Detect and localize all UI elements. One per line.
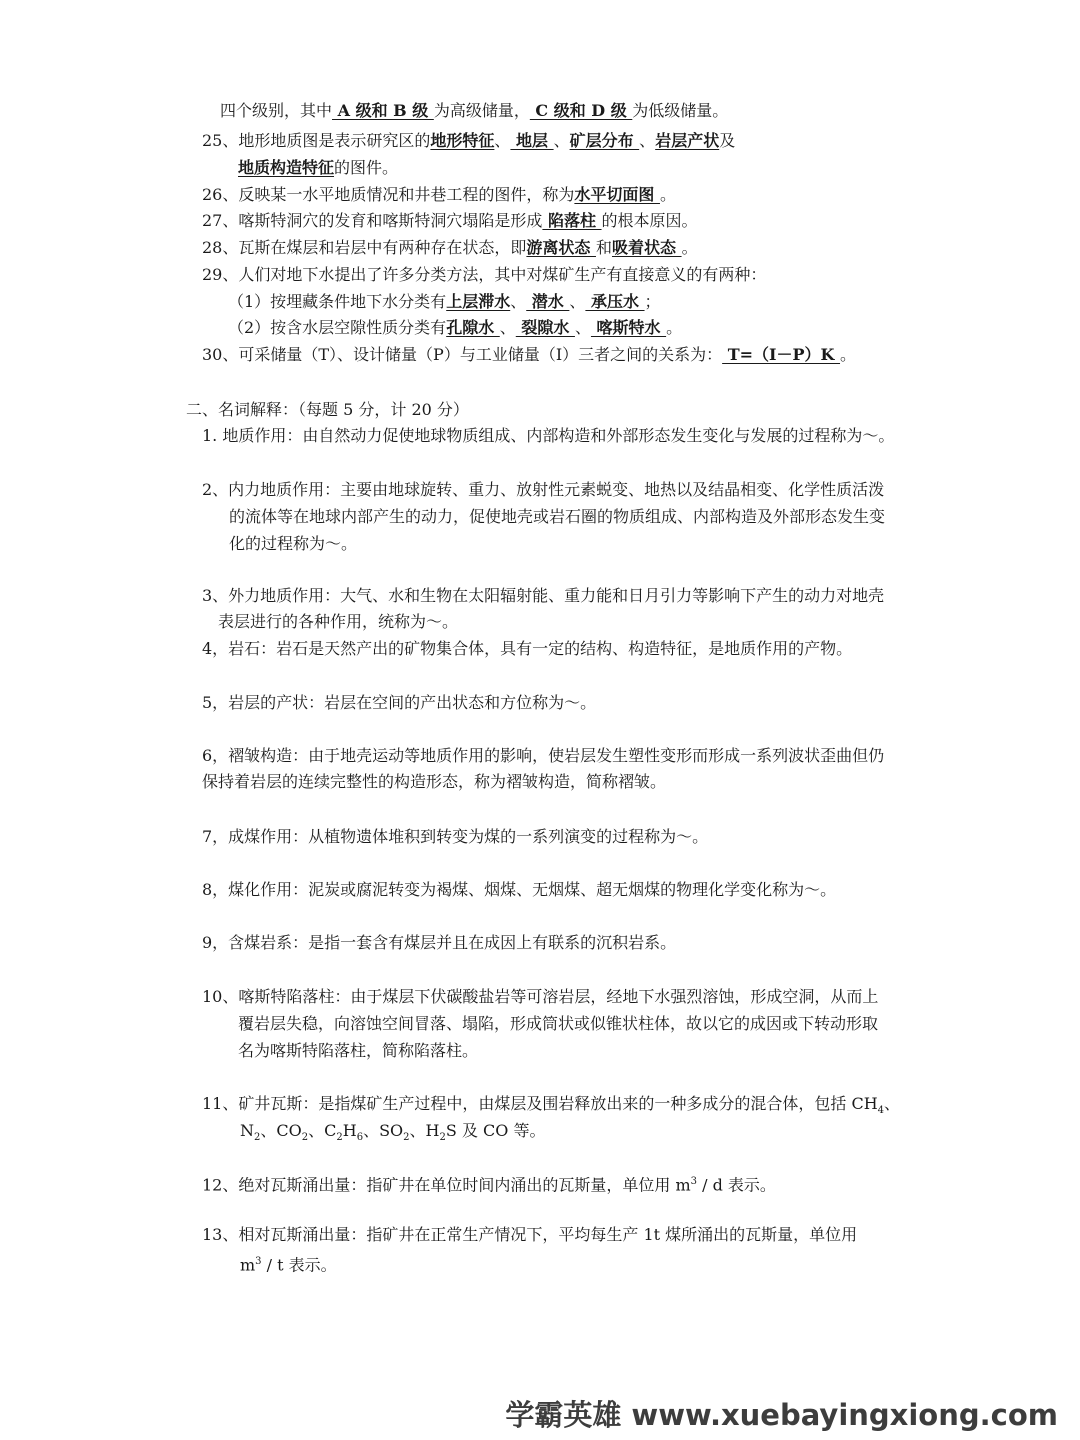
term-2-line-3: 化的过程称为～。 bbox=[229, 534, 358, 553]
term-8: 8，煤化作用：泥炭或腐泥转变为褐煤、烟煤、无烟煤、超无烟煤的物理化学变化称为～。 bbox=[202, 880, 837, 899]
q29-answer-3: 承压水 bbox=[585, 292, 645, 311]
q24-answer-2: C 级和 D 级 bbox=[529, 101, 633, 120]
q30-line: 30、可采储量（T）、设计储量（P）与工业储量（I）三者之间的关系为： T=（I－P）K 。 bbox=[202, 345, 857, 364]
term-10-line-3: 名为喀斯特陷落柱，简称陷落柱。 bbox=[238, 1041, 479, 1060]
q25-answer-5: 地质构造特征 bbox=[238, 158, 335, 177]
q29-line-3: （2）按含水层空隙性质分类有孔隙水 、 裂隙水 、 喀斯特水 。 bbox=[228, 318, 683, 337]
q26-line: 26、反映某一水平地质情况和井巷工程的图件，称为水平切面图 。 bbox=[202, 185, 676, 204]
term-6-line-2: 保持着岩层的连续完整性的构造形态，称为褶皱构造，简称褶皱。 bbox=[202, 772, 667, 791]
term-5: 5，岩层的产状：岩层在空间的产出状态和方位称为～。 bbox=[202, 693, 597, 712]
q26-answer: 水平切面图 bbox=[574, 185, 660, 204]
term-7: 7，成煤作用：从植物遗体堆积到转变为煤的一系列演变的过程称为～。 bbox=[202, 827, 709, 846]
q29-line-2: （1）按埋藏条件地下水分类有上层滞水、 潜水 、 承压水 ； bbox=[228, 292, 661, 311]
term-3-line-1: 3、外力地质作用：大气、水和生物在太阳辐射能、重力能和日月引力等影响下产生的动力对地壳 bbox=[202, 586, 885, 605]
q28-line: 28、瓦斯在煤层和岩层中有两种存在状态，即游离状态 和吸着状态 。 bbox=[202, 238, 698, 257]
q29-answer-2: 潜水 bbox=[526, 292, 570, 311]
term-2-line-2: 的流体等在地球内部产生的动力，促使地壳或岩石圈的物质组成、内部构造及外部形态发生变 bbox=[229, 507, 886, 526]
term-10-line-1: 10、喀斯特陷落柱：由于煤层下伏碳酸盐岩等可溶岩层，经地下水强烈溶蚀，形成空洞，从而上 bbox=[202, 987, 879, 1006]
term-13-line-2: $m^3$ / t 表示。 bbox=[240, 1255, 337, 1275]
q25-line-1: 25、地形地质图是表示研究区的地形特征、 地层 、矿层分布 、岩层产状及 bbox=[202, 131, 736, 150]
term-6-line-1: 6，褶皱构造：由于地壳运动等地质作用的影响，使岩层发生塑性变形而形成一系列波状歪曲但仍 bbox=[202, 746, 885, 765]
q25-answer-1: 地形特征 bbox=[430, 131, 495, 150]
term-13-line-1: 13、相对瓦斯涌出量：指矿井在正常生产情况下，平均每生产 1t 煤所涌出的瓦斯量，单位用 bbox=[202, 1225, 858, 1244]
q25-answer-3: 矿层分布 bbox=[569, 131, 640, 150]
q25-line-2: 地质构造特征的图件。 bbox=[238, 158, 399, 177]
term-10-line-2: 覆岩层失稳，向溶蚀空间冒落、塌陷，形成筒状或似锥状柱体，故以它的成因或下转动形取 bbox=[238, 1014, 879, 1033]
q27-line: 27、喀斯特洞穴的发育和喀斯特洞穴塌陷是形成 陷落柱 的根本原因。 bbox=[202, 211, 698, 230]
term-1: 1. 地质作用：由自然动力促使地球物质组成、内部构造和外部形态发生变化与发展的过程称为～。 bbox=[202, 426, 895, 445]
q29-answer-4: 孔隙水 bbox=[446, 318, 500, 337]
q29-answer-1: 上层滞水 bbox=[446, 292, 511, 311]
q24-answer-1: A 级和 B 级 bbox=[332, 101, 434, 120]
term-3-line-2: 表层进行的各种作用，统称为～。 bbox=[218, 612, 459, 631]
q29-line-1: 29、人们对地下水提出了许多分类方法，其中对煤矿生产有直接意义的有两种： bbox=[202, 265, 767, 284]
term-11-line-2: $N_2$、$CO_2$、$C_2H_6$、$SO_2$、$H_2S$ 及 CO 等。 bbox=[240, 1121, 546, 1144]
term-11-line-1: 11、矿井瓦斯：是指煤矿生产过程中，由煤层及围岩释放出来的一种多成分的混合体，包括 $CH_4$、 bbox=[202, 1094, 901, 1117]
q25-answer-4: 岩层产状 bbox=[655, 131, 720, 150]
watermark: 学霸英雄 www.xuebayingxiong.com bbox=[505, 1398, 1058, 1432]
q28-answer-1: 游离状态 bbox=[526, 238, 596, 257]
q28-answer-2: 吸着状态 bbox=[611, 238, 682, 257]
q24-line: 四个级别，其中 A 级和 B 级 为高级储量， C 级和 D 级 为低级储量。 bbox=[220, 101, 729, 120]
q25-answer-2: 地层 bbox=[510, 131, 554, 150]
section-2-heading: 二、名词解释：（每题 5 分，计 20 分） bbox=[186, 400, 469, 419]
q30-answer: T=（I－P）K bbox=[722, 345, 841, 364]
term-12: 12、绝对瓦斯涌出量：指矿井在单位时间内涌出的瓦斯量，单位用 $m^3$ / d 表示。 bbox=[202, 1175, 776, 1195]
q29-answer-5: 裂隙水 bbox=[515, 318, 575, 337]
q29-answer-6: 喀斯特水 bbox=[590, 318, 667, 337]
term-4: 4，岩石：岩石是天然产出的矿物集合体，具有一定的结构、构造特征，是地质作用的产物。 bbox=[202, 639, 853, 658]
term-9: 9，含煤岩系：是指一套含有煤层并且在成因上有联系的沉积岩系。 bbox=[202, 933, 677, 952]
term-2-line-1: 2、内力地质作用：主要由地球旋转、重力、放射性元素蜕变、地热以及结晶相变、化学性质活泼 bbox=[202, 480, 885, 499]
q27-answer: 陷落柱 bbox=[542, 211, 602, 230]
